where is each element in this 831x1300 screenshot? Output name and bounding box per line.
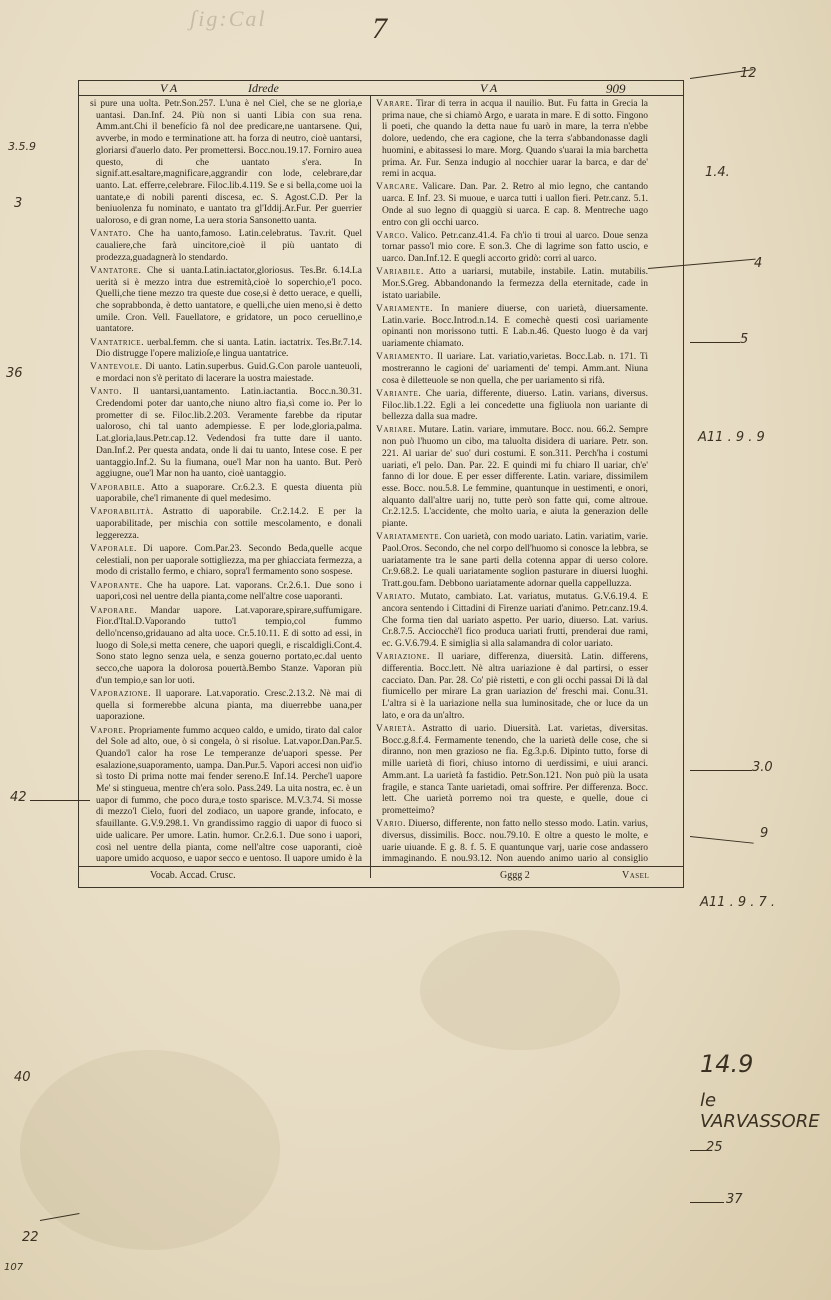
margin-note: 4 [754,256,763,271]
margin-note: 9 [760,826,769,841]
margin-note: 107 [4,1262,24,1273]
footer-title: Vocab. Accad. Crusc. [150,870,236,881]
dictionary-entry: Vantevole. Di uanto. Latin.superbus. Guid.G.Con parole uanteuoli, e mordaci non s'è peritato di lacerare la uostra maiestade. [90,362,362,385]
entry-definition: Mandar uapore. Lat.vaporare,spirare,suffumigare. Fior.d'Ital.D.Vaporando tutto'l tempio,col fummo dello'ncenso,gridauano ad alta uoce. Cr.5.10.11. E di sotto ad essi, in luogo di Sole,si metta cenere, che uapori quegli, e riscaldigli.Cont.4. Sono stato legno senza uela, e senza gouerno portato,ec.dal uento secco,che uapora la dolorosa pouertà.Bembo Stanze. Vaporan più d'un tempio,e san lor uoti. [96,605,362,686]
entry-definition: Che ha uapore. Lat. vaporans. Cr.2.6.1. Due sono i uapori,così nel uentre della pianta,come nell'altre cose uaporanti. [96,580,362,603]
column-divider [370,96,371,878]
entry-definition: Di uanto. Latin.superbus. Guid.G.Con parole uanteuoli, e mordaci non s'è peritato di lacerare la uostra maiestade. [96,362,362,385]
entry-headword: Vantato [90,229,129,240]
margin-note: A11 . 9 . 7 . [700,895,776,910]
entry-headword: Vantatore [90,265,139,276]
dictionary-entry: Varietà. Astratto di uario. Diuersità. Lat. varietas, diversitas. Bocc.g.8.f.4. Fermamente tenendo, che la uarietà delle cose, che si diranno, non men graziosо ne fia. Eg.3.p.6. Dipinto tutto, forse di mille uarietà di fiori, chiuso intorno di uerdissimi, e uiui aranci. Amm.ant. La uarietà fa fastidio. Petr.Son.121. Non può più la usata fragile, e stanca Tante uarietadi, omai soffrire. Per differenza. Bocc. lett. Che uarietà porremo noi tra queste, e quelle, doue ci prometteimo? [376,724,648,816]
entry-definition: In maniere diuerse, con uarietà, diuersamente. Latin.varie. Bocc.Introd.n.14. E comechè questi così uariamente opinanti non morissono tutti. E Lab.n.46. Questo luogo è da varj uariamente chiamato. [382,303,648,350]
entry-headword: Vapore [90,725,124,736]
margin-note: 1.4. [705,165,730,180]
margin-note: 3 [14,196,23,211]
catchword: Vasel [622,870,650,881]
entry-definition: Atto a uariarsi, mutabile, instabile. Latin. mutabilis. Mor.S.Greg. Abbandonando la fermezza della eternitade, cade in istato uariabile. [382,267,648,301]
dictionary-entry: Variante. Che uaria, differente, diuerso. Latin. varians, diversus. Filoc.lib.1.22. Egli a lei concedette una figliuola non uariante di bellezza dalla sua madre. [376,388,648,423]
entry-headword: Varare [376,99,411,109]
entry-definition: Valico. Petr.canz.41.4. Fa ch'io ti troui al uarco. Doue senza tornar passo'l mio core. E son.3. Che di lagrime son fatto uscio, e uarco. Dan.Inf.12. E quegli accorto gridò: corri al uarco. [382,230,648,265]
dictionary-entry: Vaporabilità. Astratto di uaporabile. Cr.2.14.2. E per la uaporabilitade, per mischia con sottile mescolamento, e donali leggerezza. [90,507,362,541]
margin-note: 3.5.9 [8,140,36,153]
margin-note: 40 [14,1070,31,1085]
running-head-left-note: Idrede [248,81,279,95]
dictionary-entry: Variare. Mutare. Latin. variare, immutare. Bocc. nou. 66.2. Sempre non può l'huomo un cibo, ma taluolta disidera di uariare. Petr. son. 221. Al uariar de' suo' duri costumi. E son.311. Perch'ha i costumi uariati, e'l pelo. Dan. Par. 22. E quindi mi fu chiaro Il uariar, ch'e' fanno di lor doue. E per esser differente. Latin. variare, dissimilem esse. Bocc. nou.5.8. Le femmine, quantunque in uestimenti, e onori, alquanto dall'altre uarij no, tutte però son fatte qui, come altroue. Cr.2.12.5. L'accidente, che molto uaria, e aiuta la generazion delle piante. [376,425,648,530]
entry-headword: Variante [376,388,419,399]
dictionary-entry: Varco. Valico. Petr.canz.41.4. Fa ch'io ti troui al uarco. Doue senza tornar passo'l mio core. E son.3. Che di lagrime son fatto uscio, e uarco. Dan.Inf.12. E quegli accorto gridò: corri al uarco. [376,230,648,265]
margin-note: 5 [740,332,749,347]
entry-headword: Vaporare [90,605,135,616]
entry-headword: Varietà [376,724,413,735]
entry-definition: Che si uanta.Latin.iactator,gloriosus. Tes.Br. 6.14.La uerità si è mezzo intra due estremità,cioè lo soperchio,e'l poco. Quelli,che tiene mezzo tra queste due cose,si è detto uerace, e quelli, che soprabbonda, è detto uantatore, e quelli,che uien meno,si è detto umile. Cron. Vell. Fauellatore, e gridatore, un poco ceruellino,e uantatore. [96,265,362,335]
entry-headword: Variatamente [376,532,440,543]
entry-headword: Vantevole [90,362,140,373]
entry-definition: Di uapore. Com.Par.23. Secondo Beda,quelle acque celestiali, non per uaporale sottigliezza, ma per ghiacciata fermezza, a modo di cristallo fermo, e chiaro, sopra'l fermamento sono sospese. [96,544,362,578]
top-page-number: 7 [372,12,387,45]
entry-headword: Variato [376,592,413,603]
entry-headword: Vaporale [90,544,134,555]
margin-note: 36 [6,366,23,381]
dictionary-entry: Vantatrice. uerbal.femm. che si uanta. Latin. iactatrix. Tes.Br.7.14. Dio distrugge l'opere malizioſe,e lingua uantatrice. [90,337,362,360]
dictionary-entry: Vantatore. Che si uanta.Latin.iactator,gloriosus. Tes.Br. 6.14.La uerità si è mezzo intra due estremità,cioè lo soperchio,e'l poco. Quelli,che tiene mezzo tra queste due cose,si è detto uerace, e quelli, che soprabbonda, è detto uantatore, e quelli,che uien meno,si è detto umile. Cron. Vell. Fauellatore, e gridatore, un poco ceruellino,e uantatore. [90,265,362,335]
dictionary-entry: Variatamente. Con uarietà, con modo uariato. Latin. variatim, varie. Paol.Oros. Secondo, che nel corpo dell'huomo si conosce la lebbra, se uariatamente tra le sane parti della cotenna appar di uerso colore. Cr.9.68.2. Le quali uariatamente soglion pasturare in diuersi luoghi. Tratt.gou.fam. Debbono uariatamente adornar quella cappelluzza. [376,532,648,590]
entry-headword: Variamento [376,352,431,363]
margin-note: 12 [740,66,757,81]
entry-headword: Vario [376,819,403,830]
margin-note: 22 [22,1230,39,1245]
page-number: 909 [606,81,626,96]
dictionary-entry: Variazione. Il uariare, differenza, diuersità. Latin. differens, differentia. Bocc.lett. Nè altra uariazione è dal partirsi, o esser cacciato. Dan. Par. 28. Co' piè ristetti, e con gli occhi passai Di là dal fiumicello per mirare La gran uariazion de' freschi mai. Conu.31. L'altra si è la uariazione nella sua luminositade, che or luce da un lato, e ora da un'altro. [376,652,648,721]
margin-note: 37 [726,1192,743,1207]
dictionary-entry: Vaporale. Di uapore. Com.Par.23. Secondo Beda,quelle acque celestiali, non per uaporale sottigliezza, ma per ghiacciata fermezza, a modo di cristallo fermo, e chiaro, sopra'l fermamento sono sospese. [90,544,362,578]
entry-headword: Vaporazione [90,688,149,699]
entry-definition: Il uariare, differenza, diuersità. Latin. differens, differentia. Bocc.lett. Nè altra uariazione è dal partirsi, o esser cacciato. Dan. Par. 28. Co' piè ristetti, e con gli occhi passai Di là dal fiumicello per mirare La gran uariazion de' freschi mai. Conu.31. L'altra si è la uariazione nella sua luminositade, che or luce da un lato, e ora da un'altro. [382,652,648,721]
entry-definition: Il uantarsi,uantamento. Latin.iactantia. Bocc.n.30.31. Credendomi poter dar uanto,che niuno altro fia,sì come io. Per lo prometter di se. Filoc.lib.2.203. Veramente farebbe da riputar ualoroso, chi tal uanto adempiesse. E per lode,gloria,palma. Lat.gloria,laus.Petr.cap.12. Vedendosi fra tutte dare il uanto. Dan.Inf.2. Per questa andata, onde li dai tu uanto, Intese cose. E per uantaggio.Inf.2. Su la fiumana, oue'l Mar non ha uanto. But. Però aggiugne, oue'l Mar non ha uanto, cioè uantaggio. [96,387,362,480]
paper-stain [20,1050,280,1250]
margin-note: 25 [706,1140,723,1155]
footer-rule [78,866,684,867]
entry-headword: Vantatrice [90,337,142,348]
dictionary-entry: Variato. Mutato, cambiato. Lat. variatus, mutatus. G.V.6.19.4. E ancora sentendo i Cittadini di Firenze uariati d'animo. Petr.canz.19.4. Che forma tien dal uariato aspetto. Per uario, diuerso. Lat. varius. Cr.8.7.5. Acciocchè'l fico produca uariati frutti, prenderai due rami, ec. G.V.6.79.4. E simiglia sì alla salamandra di color uariato. [376,592,648,650]
entry-definition: si pure una uolta. Petr.Son.257. L'una è nel Ciel, che se ne gloria,e uantasi. Dan.Inf. 24. Più non si uanti Libia con sua rena. Amm.ant.Chi il benefício fà nol dee predicare,ne uantarsene. Qui, avverbe, in modo e terminatione att. ha forza di neutro, cioè uantarsi, gloriarsi d'auerlo dato. Per promettersi. Bocc.nou.19.17. Forniro auea questo, di che uantato s'era. In signif.att.esaltare,magnificare,aggrandir con lode, celebrare,dar uanto. Lat. efferre,celebrare. Filoc.lib.4.119. Se e si bella,come uoi la uantate,e di nobili parenti discesa, ec. S. Agost.C.D. Per la beniuolenza fu nominato, e uantato tra gl'Iddij.Ar.Fur. Per guerrier ualorosо, e di gran nome, La uera storia Sansonetto uanta. [90,99,362,227]
dictionary-entry: Variamente. In maniere diuerse, con uarietà, diuersamente. Latin.varie. Bocc.Introd.n.14. E comechè questi così uariamente opinanti non morissono tutti. E Lab.n.46. Questo luogo è da varj uariamente chiamato. [376,303,648,350]
margin-note: le VARVASSORE [700,1090,820,1132]
dictionary-entry: Vaporante. Che ha uapore. Lat. vaporans. Cr.2.6.1. Due sono i uapori,così nel uentre della pianta,come nell'altre cose uaporanti. [90,580,362,603]
dictionary-entry: Vanto. Il uantarsi,uantamento. Latin.iactantia. Bocc.n.30.31. Credendomi poter dar uanto,che niuno altro fia,sì come io. Per lo prometter di se. Filoc.lib.2.203. Veramente farebbe da riputar ualoroso, chi tal uanto adempiesse. E per lode,gloria,palma. Lat.gloria,laus.Petr.cap.12. Vedendosi fra tutte dare il uanto. Dan.Inf.2. Per questa andata, onde li dai tu uanto, Intese cose. E per uantaggio.Inf.2. Su la fiumana, oue'l Mar non ha uanto. But. Però aggiugne, oue'l Mar non ha uanto, cioè uantaggio. [90,387,362,480]
entry-definition: Il uariare. Lat. variatio,varietas. Bocc.Lab. n. 171. Ti mostreranno le cagioni de' uariamenti de' tempi. Amm.ant. Niuna cosa è diletteuole se non quella, che per uariamento si rifà. [382,352,648,386]
ink-stroke [690,770,752,771]
entry-definition: Atto a suaporare. Cr.6.2.3. E questa diuenta più uaporabile, che'l rimanente di quel medesimo. [96,482,362,505]
right-column [376,99,648,865]
left-column [90,99,362,865]
margin-note: A11 . 9 . 9 [698,430,765,445]
ink-stroke [690,1202,724,1203]
entry-definition: Il uaporare. Lat.vaporatio. Cresc.2.13.2. Nè mai di quella si formerebbe alcuna pianta, ma diuerrebbe uana,per uaporazione. [96,688,362,723]
entry-definition: Tirar di terra in acqua il nauilio. But. Fu fatta in Grecia la prima naue, che si chiamò Argo, e uarata in mare. E di sotto. Fingono li poeti, che quando la detta naue fu uarò in mare, la terra n'ebbe dolore, uedendo, che era cagione, che la terra s'abbandonasse dagli huomini, e abitassesi lo mare. Morg. Quando s'uarai la mia barchetta prima. Ar. Fur. Senza indugio al nocchier uarar la barca, e dar de' remi in acqua. [382,99,648,180]
margin-note: 42 [10,790,27,805]
dictionary-entry: Vaporare. Mandar uapore. Lat.vaporare,spirare,suffumigare. Fior.d'Ital.D.Vaporando tutto'l tempio,col fummo dello'ncenso,gridauano ad alta uoce. Cr.5.10.11. E di sotto ad essi, in luogo di Sole,si metta cenere, che uapori quegli, e riscaldigli.Cont.4. Sono stato legno senza uela, e senza gouerno portato,ec.dal uento secco,che uapora la dolorosa pouertà.Bembo Stanze. Vaporan più d'un tempio,e san lor uoti. [90,605,362,686]
paper-stain [420,930,620,1050]
dictionary-entry: Vaporabile. Atto a suaporare. Cr.6.2.3. E questa diuenta più uaporabile, che'l rimanente di quel medesimo. [90,482,362,505]
dictionary-entry: Varcare. Valicare. Dan. Par. 2. Retro al mio legno, che cantando uarca. E Inf. 23. Si muoue, e uarca tutti i uallon fieri. Petr.canz. 5.1. Onde al suo legno di quaggiù si uarca. E cap. 8. Mentreche uago entro con gli occhi uarco. [376,182,648,228]
entry-headword: Vaporabile [90,482,143,493]
running-head-right: V A [480,81,498,95]
entry-definition: Che uaria, differente, diuerso. Latin. varians, diversus. Filoc.lib.1.22. Egli a lei concedette una figliuola non uariante di bellezza dalla sua madre. [382,388,648,423]
entry-headword: Varcare [376,182,416,193]
dictionary-entry: Vario. Diuerso, differente, non fatto nello stesso modo. Latin. varius, diversus, dissimilis. Bocc. nou.79.10. E oltre a questo le molte, e uarie uiuande. E g. 8. f. 5. E quantunque varj, uarie cose andassero immaginando. E nou.93.12. Non auendo animo uario al consiglio [376,819,648,865]
margin-note: 14.9 [700,1050,754,1078]
entry-headword: Variare [376,425,414,436]
dictionary-entry: Vapore. Propriamente fummo acqueo caldo, e umido, tirato dal calor del Sole ad alto, oue, ò si congela, ò si risolue. Lat.vapor.Dan.Par.5. Quando'l calor ha rose Le temperanze de'uapori spesse. Per esalazione,suaporamento, uampa. Dan.Pur.5. Vapori accesi non uid'io sì tosto Di prima notte mai fender sereno.E Inf.14. Perche'l uapore Me' si stingueua, mentre ch'era solo. Pass.249. La uita nostra, ec. è un uapor di fummo, che poco dura,e tosto sparisce. M.V.3.74. Si mosse di mezzo'l Cielo, fuori del zodiaco, un uapore grande, infocato, e sfauillante. G.V.9.298.1. Vn grandissimo raggio di uapor di fuoco si uide ualicare. Per umore. Latin. humor. Cr.2.6.1. Due sono i uapori, così nel uentre della pianta, come nell'altre cose uaporanti, cioè uapore umido acquoso, e uapor secco e uentoso. Il uapore umido è la [90,726,362,865]
entry-definition: Mutare. Latin. variare, immutare. Bocc. nou. 66.2. Sempre non può l'huomo un cibo, ma taluolta disidera di uariare. Petr. son. 221. Al uariar de' suo' duri costumi. E son.311. Perch'ha i costumi uariati, e'l pelo. Dan. Par. 22. E quindi mi fu chiaro Il uariar, ch'e' fanno di lor doue. E per esser differente. Latin. variare, dissimilem esse. Bocc. nou.5.8. Le femmine, quantunque in uestimenti, e onori, alquanto dall'altre uarij no, tutte però son fatte qui, come altroue. Cr.2.12.5. L'accidente, che molto uaria, e aiuta la generazion delle piante. [382,425,648,530]
entry-definition: Astratto di uaporabile. Cr.2.14.2. E per la uaporabilitade, per mischia con sottile mescolamento, e donali leggerezza. [96,507,362,541]
dictionary-entry: Varare. Tirar di terra in acqua il nauilio. But. Fu fatta in Grecia la prima naue, che si chiamò Argo, e uarata in mare. E di sotto. Fingono li poeti, che quando la detta naue fu uarò in mare, la terra n'ebbe dolore, uedendo, che era cagione, che la terra s'abbandonasse dagli huomini, e abitassesi lo mare. Morg. Quando s'uarai la mia barchetta prima. Ar. Fur. Senza indugio al nocchier uarar la barca, e dar de' remi in acqua. [376,99,648,180]
margin-note: 3.0 [752,760,773,775]
entry-definition: Con uarietà, con modo uariato. Latin. variatim, varie. Paol.Oros. Secondo, che nel corpo dell'huomo si conosce la lebbra, se uariatamente tra le sane parti della cotenna appar di uerso colore. Cr.9.68.2. Le quali uariatamente soglion pasturare in diuersi luoghi. Tratt.gou.fam. Debbono uariatamente adornar quella cappelluzza. [382,532,648,590]
ink-stroke [690,342,740,343]
entry-definition: Propriamente fummo acqueo caldo, e umido, tirato dal calor del Sole ad alto, oue, ò si congela, ò si risolue. Lat.vapor.Dan.Par.5. Quando'l calor ha rose Le temperanze de'uapori spesse. Per esalazione,suaporamento, uampa. Dan.Pur.5. Vapori accesi non uid'io sì tosto Di prima notte mai fender sereno.E Inf.14. Perche'l uapore Me' si stingueua, mentre ch'era solo. Pass.249. La uita nostra, ec. è un uapor di fummo, che poco dura,e tosto sparisce. M.V.3.74. Si mosse di mezzo'l Cielo, fuori del zodiaco, un uapore grande, infocato, e sfauillante. G.V.9.298.1. Vn grandissimo raggio di uapor di fuoco si uide ualicare. Per umore. Latin. humor. Cr.2.6.1. Due sono i uapori, così nel uentre della pianta, come nell'altre cose uaporanti, cioè uapore umido acquoso, e uapor secco e uentoso. Il uapore umido è la [96,725,362,865]
entry-definition: Valicare. Dan. Par. 2. Retro al mio legno, che cantando uarca. E Inf. 23. Si muoue, e uarca tutti i uallon fieri. Petr.canz. 5.1. Onde al suo legno di quaggiù si uarca. E cap. 8. Mentreche uago entro con gli occhi uarco. [382,182,648,228]
entry-definition: Che ha uanto,famoso. Latin.celebratus. Tav.rit. Quel caualiere,che farà uincitore,cioè il più uantato di prodezza,guadagnerà lo stendardo. [96,229,362,263]
ink-stroke [30,800,90,801]
dictionary-entry: Variamento. Il uariare. Lat. variatio,varietas. Bocc.Lab. n. 171. Ti mostreranno le cagioni de' uariamenti de' tempi. Amm.ant. Niuna cosa è diletteuole se non quella, che per uariamento si rifà. [376,352,648,386]
entry-headword: Vanto [90,387,120,398]
entry-headword: Variamente [376,303,431,314]
ink-stroke [690,1150,710,1151]
entry-headword: Vaporabilità [90,507,151,518]
entry-definition: Mutato, cambiato. Lat. variatus, mutatus. G.V.6.19.4. E ancora sentendo i Cittadini di Firenze uariati d'animo. Petr.canz.19.4. Che forma tien dal uariato aspetto. Per uario, diuerso. Lat. varius. Cr.8.7.5. Acciocchè'l fico produca uariati frutti, prenderai due rami, ec. G.V.6.79.4. E simiglia sì alla salamandra di color uariato. [382,592,648,650]
dictionary-entry: Variabile. Atto a uariarsi, mutabile, instabile. Latin. mutabilis. Mor.S.Greg. Abbandonando la fermezza della eternitade, cade in istato uariabile. [376,267,648,301]
entry-headword: Vaporante [90,580,140,591]
dictionary-entry: Vaporazione. Il uaporare. Lat.vaporatio. Cresc.2.13.2. Nè mai di quella si formerebbe alcuna pianta, ma diuerrebbe uana,per uaporazione. [90,688,362,723]
running-head-left: V A [160,81,178,95]
entry-headword: Variabile [376,267,421,278]
entry-definition: uerbal.femm. che si uanta. Latin. iactatrix. Tes.Br.7.14. Dio distrugge l'opere malizioſe,e lingua uantatrice. [96,337,362,360]
entry-headword: Varco [376,230,406,241]
dictionary-entry: Vantato. Che ha uanto,famoso. Latin.celebratus. Tav.rit. Quel caualiere,che farà uincitore,cioè il più uantato di prodezza,guadagnerà lo stendardo. [90,229,362,263]
dictionary-entry [90,99,362,228]
entry-headword: Variazione [376,652,427,663]
entry-definition: Astratto di uario. Diuersità. Lat. varietas, diversitas. Bocc.g.8.f.4. Fermamente tenendo, che la uarietà delle cose, che si diranno, non men graziosо ne fia. Eg.3.p.6. Dipinto tutto, forse di mille uarietà di fiori, chiuso intorno di uerdissimi, e uiui aranci. Amm.ant. La uarietà fa fastidio. Petr.Son.121. Non può più la usata fragile, e stanca Tante uarietadi, omai soffrire. Per differenza. Bocc. lett. Che uarietà porremo noi tra queste, e quelle, doue ci prometteimo? [382,724,648,816]
signature-mark: Gggg 2 [500,870,530,881]
entry-definition: Diuerso, differente, non fatto nello stesso modo. Latin. varius, diversus, dissimilis. Bocc. nou.79.10. E oltre a questo le molte, e uarie uiuande. E g. 8. f. 5. E quantunque varj, uarie cose andassero immaginando. E nou.93.12. Non auendo animo uario al consiglio [382,819,648,865]
faded-ink-scribble: ʃig:Cal [190,6,267,31]
